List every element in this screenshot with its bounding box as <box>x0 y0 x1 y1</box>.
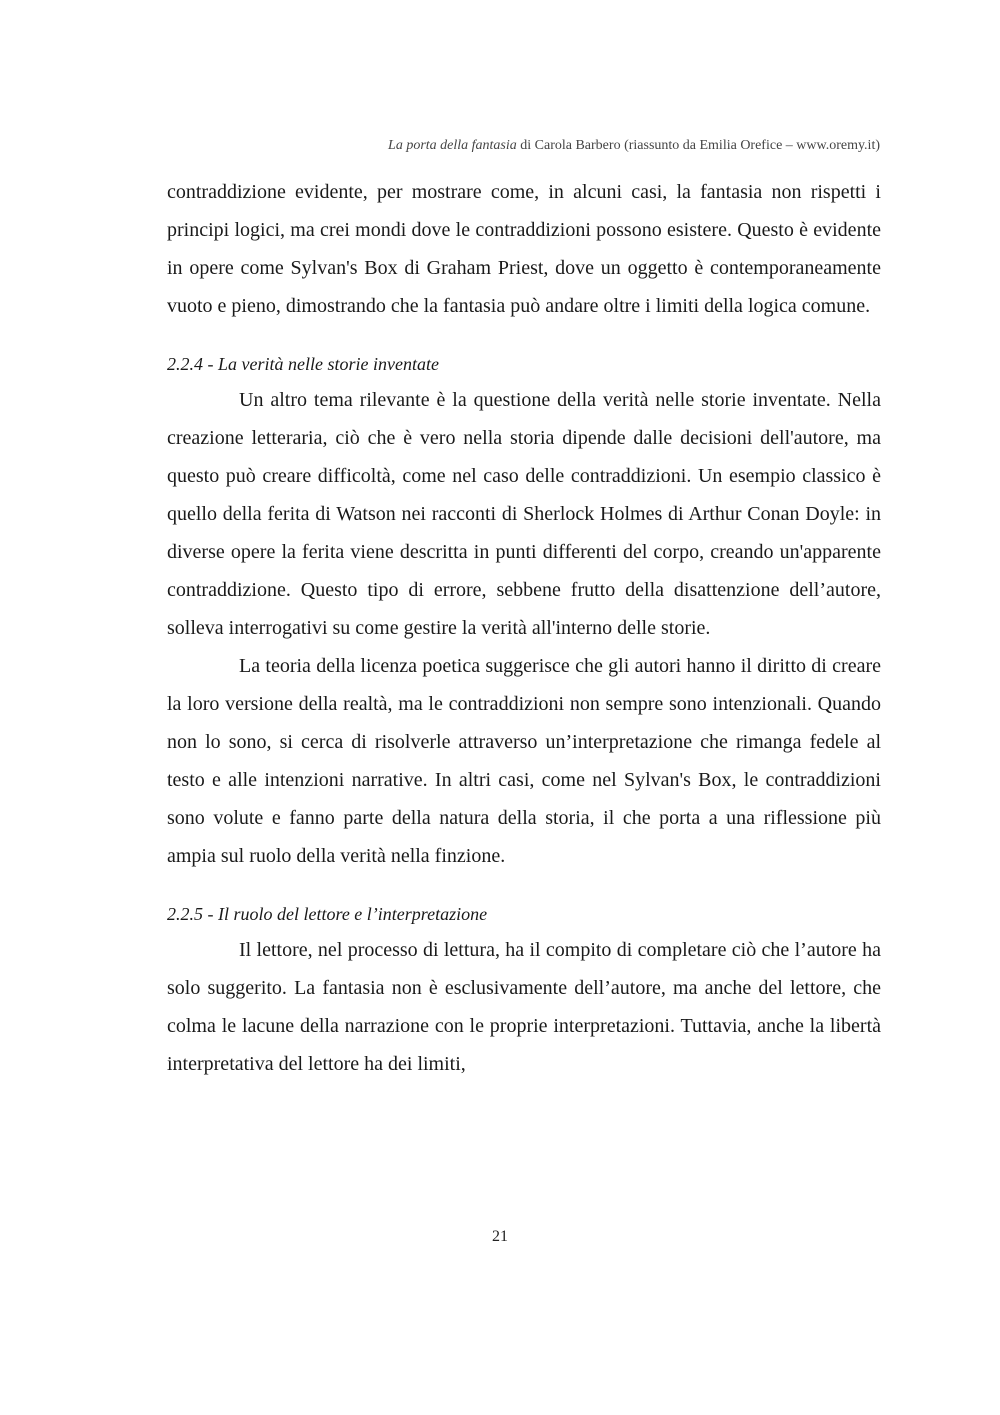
paragraph: Il lettore, nel processo di lettura, ha il compito di completare ciò che l’autore ha solo suggerito. La fantasia non è esclusivamente dell’autore, ma anche del lettore, che colma le lacune della narrazione con le proprie interpretazioni. Tuttavia, anche la libertà interpretativa del lettore ha dei limiti, <box>167 939 881 1075</box>
running-header-book-title: La porta della fantasia <box>388 138 517 153</box>
page-number: 21 <box>492 1228 508 1245</box>
section-heading-2-2-5: 2.2.5 - Il ruolo del lettore e l’interpretazione <box>167 904 488 924</box>
paragraph-continuation: contraddizione evidente, per mostrare come, in alcuni casi, la fantasia non rispetti i principi logici, ma crei mondi dove le contraddizioni possono esistere. Questo è evidente in opere come Sylvan's Box di Graham Priest, dove un oggetto è contemporaneamente vuoto e pieno, dimostrando che la fantasia può andare oltre i limiti della logica comune. <box>167 181 881 317</box>
paragraph: La teoria della licenza poetica suggerisce che gli autori hanno il diritto di creare la loro versione della realtà, ma le contraddizioni non sempre sono intenzionali. Quando non lo sono, si cerca di risolverle attraverso un’interpretazione che rimanga fedele al testo e alle intenzioni narrative. In altri casi, come nel Sylvan's Box, le contraddizioni sono volute e fanno parte della natura della storia, il che porta a una riflessione più ampia sul ruolo della verità nella finzione. <box>167 655 881 867</box>
paragraph: Un altro tema rilevante è la questione della verità nelle storie inventate. Nella creazione letteraria, ciò che è vero nella storia dipende dalle decisioni dell'autore, ma questo può creare difficoltà, come nel caso delle contraddizioni. Un esempio classico è quello della ferita di Watson nei racconti di Sherlock Holmes di Arthur Conan Doyle: in diverse opere la ferita viene descritta in punti differenti del corpo, creando un'apparente contraddizione. Questo tipo di errore, sebbene frutto della disattenzione dell’autore, solleva interrogativi su come gestire la verità all'interno delle storie. <box>167 389 881 639</box>
running-header <box>388 138 880 154</box>
main-text <box>167 173 881 1083</box>
section-heading-2-2-4: 2.2.4 - La verità nelle storie inventate <box>167 354 439 374</box>
running-header-author-info: di Carola Barbero (riassunto da Emilia Orefice – www.oremy.it) <box>516 138 880 153</box>
